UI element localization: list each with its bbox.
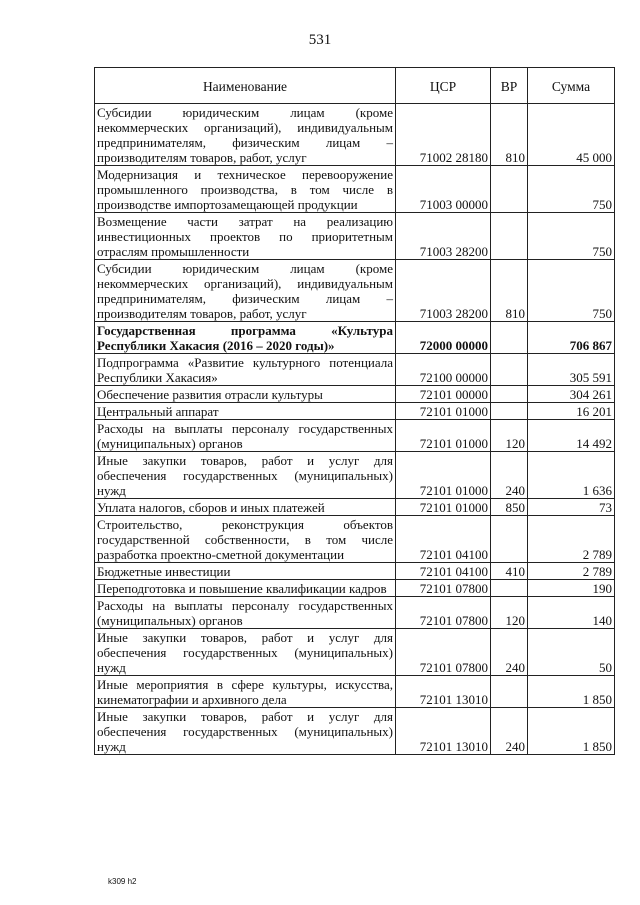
cell-vr (491, 213, 528, 260)
cell-csr: 72101 13010 (396, 676, 491, 708)
cell-name: Бюджетные инвестиции (95, 563, 396, 580)
table-row (95, 166, 615, 213)
cell-sum: 1 850 (528, 708, 615, 755)
cell-sum: 2 789 (528, 563, 615, 580)
table-row (95, 452, 615, 499)
cell-sum: 190 (528, 580, 615, 597)
cell-sum: 16 201 (528, 403, 615, 420)
cell-vr (491, 516, 528, 563)
cell-vr (491, 676, 528, 708)
table-row (95, 563, 615, 580)
cell-csr: 72101 01000 (396, 420, 491, 452)
cell-name: Строительство, реконструкция объектов государственной собственности, в том числе разработка проектно-сметной документации (95, 516, 396, 563)
cell-vr: 810 (491, 260, 528, 322)
cell-name: Субсидии юридическим лицам (кроме некоммерческих организаций), индивидуальным предпринимателям, физическим лицам – производителям товаров, работ, услуг (95, 104, 396, 166)
cell-sum: 45 000 (528, 104, 615, 166)
header-name: Наименование (95, 68, 396, 104)
cell-vr: 410 (491, 563, 528, 580)
cell-name: Иные мероприятия в сфере культуры, искусства, кинематографии и архивного дела (95, 676, 396, 708)
table-row (95, 516, 615, 563)
cell-sum: 305 591 (528, 354, 615, 386)
cell-sum: 73 (528, 499, 615, 516)
table-row (95, 708, 615, 755)
table-row (95, 629, 615, 676)
cell-sum: 750 (528, 260, 615, 322)
header-sum: Сумма (528, 68, 615, 104)
table-row (95, 499, 615, 516)
cell-csr: 72101 00000 (396, 386, 491, 403)
table-row (95, 104, 615, 166)
cell-csr: 71002 28180 (396, 104, 491, 166)
cell-name: Подпрограмма «Развитие культурного потенциала Республики Хакасия» (95, 354, 396, 386)
table-header-row (95, 68, 615, 104)
cell-csr: 72101 01000 (396, 452, 491, 499)
header-vr: ВР (491, 68, 528, 104)
table-row (95, 322, 615, 354)
cell-name: Субсидии юридическим лицам (кроме некоммерческих организаций), индивидуальным предпринимателям, физическим лицам – производителям товаров, работ, услуг (95, 260, 396, 322)
cell-name: Уплата налогов, сборов и иных платежей (95, 499, 396, 516)
cell-csr: 72101 07800 (396, 629, 491, 676)
header-csr: ЦСР (396, 68, 491, 104)
cell-vr: 240 (491, 452, 528, 499)
cell-vr (491, 354, 528, 386)
page-number: 531 (308, 32, 332, 48)
cell-name: Иные закупки товаров, работ и услуг для обеспечения государственных (муниципальных) нужд (95, 629, 396, 676)
cell-name: Государственная программа «Культура Республики Хакасия (2016 – 2020 годы)» (95, 322, 396, 354)
budget-table (94, 67, 615, 755)
cell-name: Модернизация и техническое перевооружение промышленного производства, в том числе в производстве импортозамещающей продукции (95, 166, 396, 213)
cell-csr: 72100 00000 (396, 354, 491, 386)
cell-name: Центральный аппарат (95, 403, 396, 420)
cell-csr: 71003 28200 (396, 213, 491, 260)
cell-vr (491, 386, 528, 403)
cell-name: Расходы на выплаты персоналу государственных (муниципальных) органов (95, 597, 396, 629)
cell-name: Возмещение части затрат на реализацию инвестиционных проектов по приоритетным отраслям промышленности (95, 213, 396, 260)
table-row (95, 597, 615, 629)
cell-name: Обеспечение развития отрасли культуры (95, 386, 396, 403)
cell-sum: 50 (528, 629, 615, 676)
table-row (95, 260, 615, 322)
cell-csr: 72101 04100 (396, 563, 491, 580)
cell-sum: 1 850 (528, 676, 615, 708)
cell-sum: 750 (528, 166, 615, 213)
cell-sum: 140 (528, 597, 615, 629)
cell-sum: 1 636 (528, 452, 615, 499)
cell-sum: 14 492 (528, 420, 615, 452)
cell-vr: 850 (491, 499, 528, 516)
cell-csr: 71003 00000 (396, 166, 491, 213)
cell-sum: 706 867 (528, 322, 615, 354)
cell-name: Переподготовка и повышение квалификации кадров (95, 580, 396, 597)
cell-name: Иные закупки товаров, работ и услуг для обеспечения государственных (муниципальных) нужд (95, 452, 396, 499)
cell-vr: 810 (491, 104, 528, 166)
table-row (95, 403, 615, 420)
cell-vr (491, 580, 528, 597)
cell-vr: 240 (491, 629, 528, 676)
cell-vr: 120 (491, 597, 528, 629)
table-row (95, 213, 615, 260)
cell-csr: 72101 01000 (396, 403, 491, 420)
table-row (95, 386, 615, 403)
cell-csr: 72000 00000 (396, 322, 491, 354)
cell-vr (491, 403, 528, 420)
cell-csr: 72101 04100 (396, 516, 491, 563)
cell-csr: 72101 13010 (396, 708, 491, 755)
cell-csr: 72101 07800 (396, 597, 491, 629)
cell-sum: 2 789 (528, 516, 615, 563)
cell-name: Расходы на выплаты персоналу государственных (муниципальных) органов (95, 420, 396, 452)
cell-vr (491, 166, 528, 213)
cell-sum: 304 261 (528, 386, 615, 403)
cell-csr: 72101 07800 (396, 580, 491, 597)
table-row (95, 676, 615, 708)
cell-sum: 750 (528, 213, 615, 260)
cell-vr: 240 (491, 708, 528, 755)
cell-name: Иные закупки товаров, работ и услуг для обеспечения государственных (муниципальных) нужд (95, 708, 396, 755)
table-row (95, 354, 615, 386)
table-row (95, 580, 615, 597)
cell-vr (491, 322, 528, 354)
footer-code: k309 h2 (108, 877, 137, 886)
cell-csr: 71003 28200 (396, 260, 491, 322)
cell-vr: 120 (491, 420, 528, 452)
table-row (95, 420, 615, 452)
cell-csr: 72101 01000 (396, 499, 491, 516)
